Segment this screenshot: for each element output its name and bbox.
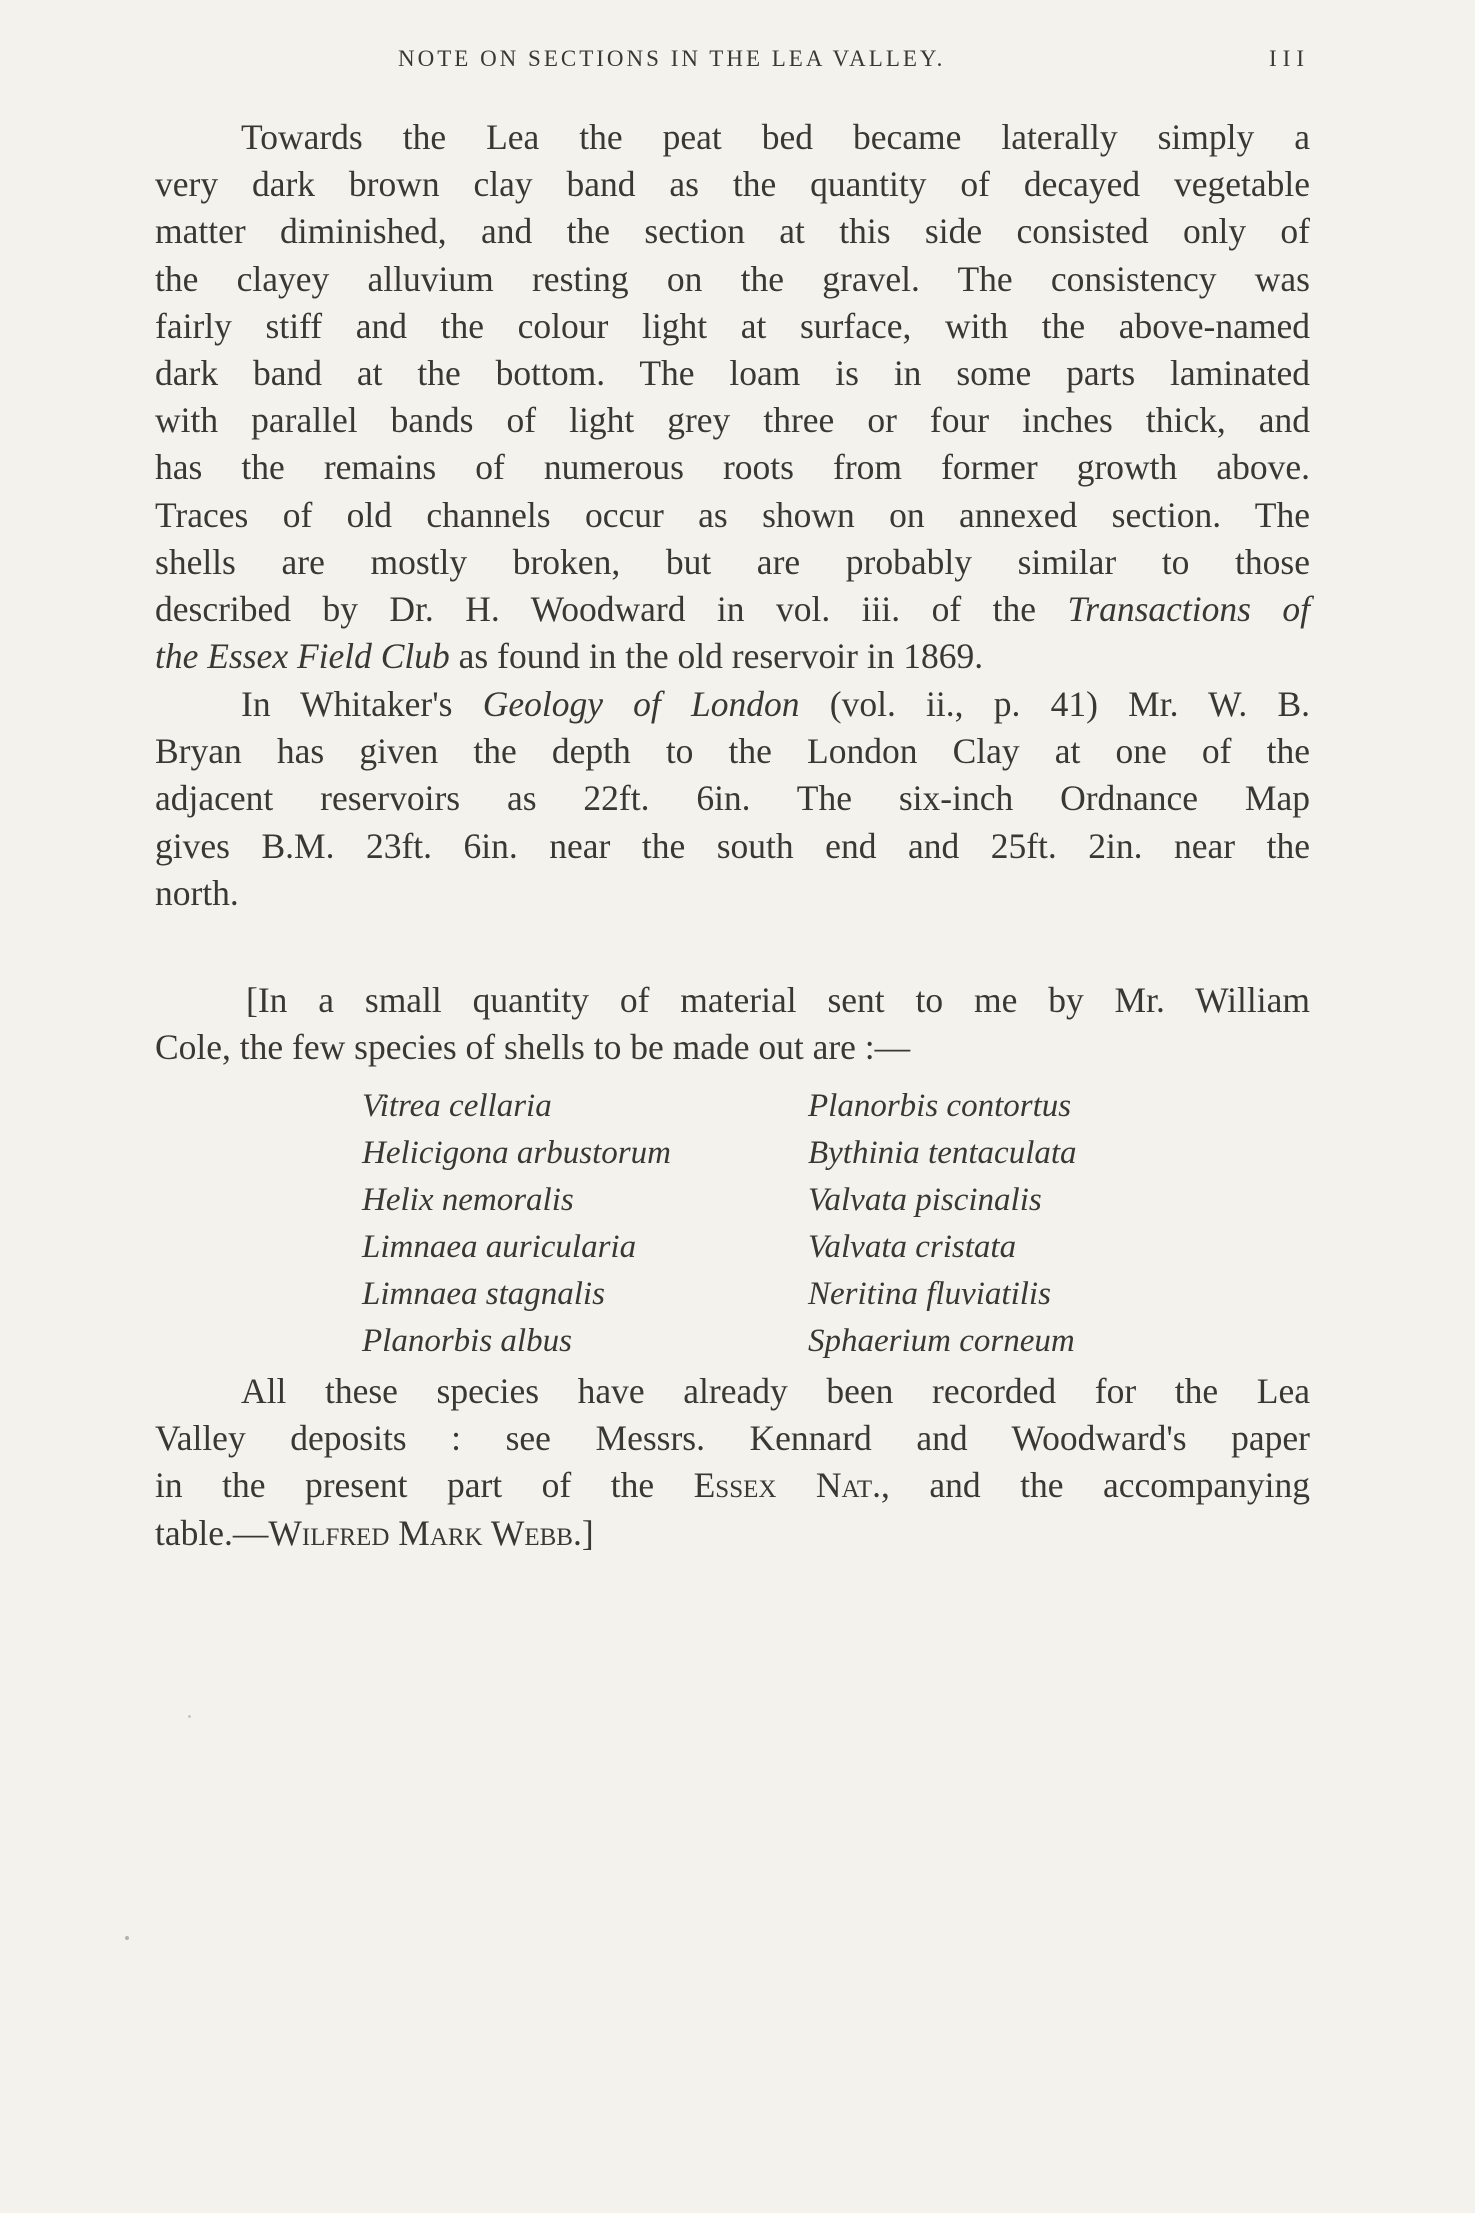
text-line: matter diminished, and the section at this side consisted only of <box>155 211 1310 252</box>
species-name: Valvata piscinalis <box>808 1182 1042 1218</box>
text-line: the clayey alluvium resting on the gravel. The consistency was <box>155 258 1310 299</box>
paragraph-recorded <box>155 1368 1310 1557</box>
text-line: with parallel bands of light grey three or four inches thick, and <box>155 400 1310 441</box>
book-title: Geology of London <box>482 684 800 724</box>
text-line: adjacent reservoirs as 22ft. 6in. The six-inch Ordnance Map <box>155 778 1310 819</box>
text-line: Valley deposits : see Messrs. Kennard and Woodward's paper <box>155 1418 1310 1459</box>
text-line: very dark brown clay band as the quantity of decayed vegetable <box>155 164 1310 205</box>
text-line: All these species have already been recorded for the Lea <box>241 1371 1310 1411</box>
journal-title: Transactions of <box>1067 589 1311 630</box>
text-line: north. <box>155 872 239 913</box>
text-line: in the present part of the Essex Nat., and the accompanying <box>155 1465 1310 1506</box>
text-line: Towards the Lea the peat bed became laterally simply a <box>241 117 1310 157</box>
page-header <box>155 46 1310 86</box>
text-line: [In a small quantity of material sent to me by Mr. William <box>246 980 1310 1020</box>
text-line: the Essex Field Club as found in the old reservoir in 1869. <box>155 636 984 677</box>
text-line: Bryan has given the depth to the London Clay at one of the <box>155 731 1310 772</box>
text-line: fairly stiff and the colour light at surface, with the above-named <box>155 305 1310 346</box>
species-column-left <box>362 1083 671 1365</box>
paragraph-whitaker <box>155 681 1310 917</box>
species-name: Helicigona arbustorum <box>362 1135 671 1171</box>
text-line: Cole, the few species of shells to be made out are :— <box>155 1027 911 1068</box>
text-line: gives B.M. 23ft. 6in. near the south end and 25ft. 2in. near the <box>155 825 1310 866</box>
species-name: Planorbis albus <box>362 1323 572 1359</box>
text-line: dark band at the bottom. The loam is in some parts laminated <box>155 353 1310 394</box>
journal-title-continued: the Essex Field Club <box>155 636 450 677</box>
author-signature: Wilfred Mark Webb <box>268 1512 573 1553</box>
species-name: Vitrea cellaria <box>362 1088 552 1124</box>
page-number: III <box>1269 46 1310 71</box>
text-line: has the remains of numerous roots from former growth above. <box>155 447 1310 488</box>
species-name: Sphaerium corneum <box>808 1323 1075 1359</box>
journal-abbreviation: Essex Nat. <box>693 1465 881 1506</box>
running-head: NOTE ON SECTIONS IN THE LEA VALLEY. <box>398 46 946 71</box>
species-name: Neritina fluviatilis <box>808 1276 1051 1312</box>
paper-speck <box>188 1715 191 1718</box>
species-name: Helix nemoralis <box>362 1182 574 1218</box>
text-line: described by Dr. H. Woodward in vol. iii. of the Transactions of <box>155 589 1311 630</box>
text-line: Traces of old channels occur as shown on annexed section. The <box>155 494 1310 535</box>
paragraph-species-intro <box>155 977 1310 1071</box>
paper-speck <box>125 1936 129 1940</box>
paragraph-peat-bed <box>155 114 1310 680</box>
species-name: Bythinia tentaculata <box>808 1135 1077 1171</box>
species-name: Limnaea auricularia <box>362 1229 637 1265</box>
text-line: In Whitaker's Geology of London (vol. ii., p. 41) Mr. W. B. <box>241 684 1310 724</box>
species-column-right <box>808 1083 1077 1365</box>
text-line: shells are mostly broken, but are probably similar to those <box>155 541 1310 582</box>
species-name: Limnaea stagnalis <box>362 1276 605 1312</box>
species-name: Valvata cristata <box>808 1229 1017 1265</box>
text-line: table.—Wilfred Mark Webb.] <box>155 1512 594 1553</box>
species-name: Planorbis contortus <box>808 1088 1072 1124</box>
